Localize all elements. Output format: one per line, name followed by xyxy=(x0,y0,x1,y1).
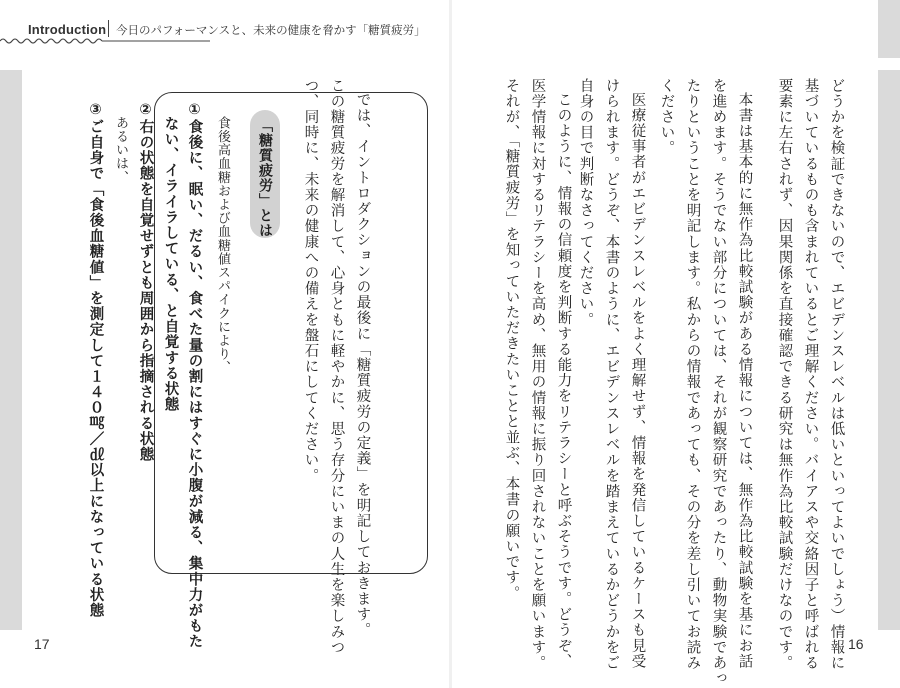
definition-item-3: ③ご自身で「食後血糖値」を測定して１４０㎎／㎗以上になっている状態 xyxy=(87,102,104,619)
right-page-line: 医学情報に対するリテラシーを高め、無用の情報に振り回されないことを願います。 xyxy=(529,78,546,671)
definition-item-2: ②右の状態を自覚せずとも周囲から指摘される状態 xyxy=(137,102,154,463)
definition-intro: 食後高血糖および血糖値スパイクにより、 xyxy=(215,116,230,375)
right-page-line: このように、情報の信頼度を判断する能力をリテラシーと呼ぶそうです。どうぞ、 xyxy=(555,92,572,670)
right-page-line: どうかを検証できないので、エビデンスレベルは低いといってよいでしょう）情報に xyxy=(828,78,845,671)
left-page-line: この糖質疲労を解消して、心身ともに軽やかに、思う存分にいまの人生を楽しみつ xyxy=(328,78,345,656)
page-number-right: 16 xyxy=(848,636,864,652)
right-page-line: ください。 xyxy=(658,78,675,156)
right-page-line: けられます。どうぞ、本書のように、エビデンスレベルを踏まえているかどうかをご xyxy=(603,78,620,671)
left-edge-tab xyxy=(0,70,22,630)
left-page-line: つ、同時に、未来の健康への備えを盤石にしてください。 xyxy=(302,78,319,484)
right-edge-tab xyxy=(878,0,900,58)
right-page-line: 基づいているものも含まれているとご理解ください。バイアスや交絡因子と呼ばれる xyxy=(802,78,819,671)
right-page-line: 医療従事者がエビデンスレベルをよく理解せず、情報を発信しているケースも見受 xyxy=(629,92,646,670)
right-edge-tab-lower xyxy=(878,70,900,630)
right-page-line: 自身の目で判断なさってください。 xyxy=(577,78,594,328)
right-page-line: それが、「糖質疲労」を知っていただきたいことと並ぶ、本書の願いです。 xyxy=(503,78,520,602)
page-number-left: 17 xyxy=(34,636,50,652)
right-page-line: を進めます。そうでない部分については、それが観察研究であったり、動物実験であっ xyxy=(710,78,727,687)
chapter-title: 今日のパフォーマンスと、未来の健康を脅かす「糖質疲労」 xyxy=(116,23,426,37)
right-page-line: 要素に左右されず、因果関係を直接確認できる研究は無作為比較試験だけなのです。 xyxy=(776,78,793,671)
definition-item-1: ①食後に、眠い、だるい、食べた量の割にはすぐに小腹が減る、集中力がもた xyxy=(186,102,203,650)
right-page-line: たりということを明記します。私からの情報であっても、その分を差し引いてお読み xyxy=(684,78,701,671)
definition-or: あるいは、 xyxy=(113,116,128,184)
page-gutter xyxy=(449,0,452,688)
left-page-line: では、イントロダクションの最後に「糖質疲労の定義」を明記しておきます。 xyxy=(354,92,371,638)
right-page-line: 本書は基本的に無作為比較試験がある情報については、無作為比較試験を基にお話 xyxy=(736,92,753,670)
header-divider xyxy=(108,20,109,37)
section-label: Introduction xyxy=(28,22,107,37)
definition-item-1-cont: ない、イライラしている、と自覚する状態 xyxy=(162,116,179,413)
definition-box-title: 「糖質疲労」とは xyxy=(250,110,280,238)
